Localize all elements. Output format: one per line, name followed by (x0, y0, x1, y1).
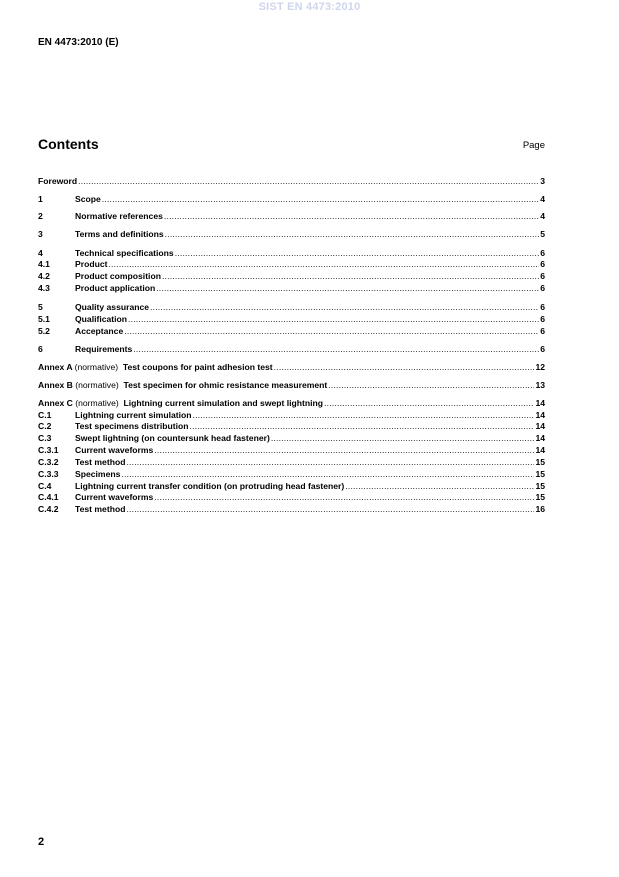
watermark: SIST EN 4473:2010 (258, 1, 361, 13)
dot-leader (175, 248, 540, 259)
dot-leader (328, 380, 534, 391)
toc-entry-number: C.1 (38, 410, 52, 420)
toc-entry[interactable] (38, 380, 545, 391)
toc-entry[interactable] (38, 433, 545, 444)
annex-label: Annex C (38, 398, 73, 408)
toc-entry-page: 4 (540, 211, 545, 221)
toc-entry[interactable] (38, 326, 545, 337)
toc-entry-title (38, 362, 273, 373)
dot-leader (154, 445, 534, 456)
dot-leader (102, 194, 539, 205)
toc-entry-number: 1 (38, 194, 43, 204)
toc-entry-title: Technical specifications (75, 248, 174, 258)
annex-type: (normative) (75, 398, 119, 408)
dot-leader (324, 398, 534, 409)
toc-entry-title (38, 398, 323, 409)
toc-entry-title: Swept lightning (on countersunk head fastener) (75, 433, 270, 443)
toc-entry-number: 5 (38, 302, 43, 312)
dot-leader (190, 421, 535, 432)
toc-entry-page: 14 (535, 410, 545, 420)
toc-entry-title: Foreword (38, 176, 78, 186)
toc-entry-page: 15 (535, 492, 545, 502)
toc-entry-title: Lightning current simulation (75, 410, 192, 420)
dot-leader (164, 211, 539, 222)
toc-entry[interactable] (38, 344, 545, 355)
toc-entry-number: 5.1 (38, 314, 50, 324)
toc-entry-number: 5.2 (38, 326, 50, 336)
toc-entry-page: 5 (540, 229, 545, 239)
dot-leader (156, 283, 539, 294)
toc-entry-title: Test method (75, 457, 126, 467)
toc-entry[interactable] (38, 445, 545, 456)
toc-entry-page: 13 (535, 380, 545, 390)
dot-leader (271, 433, 535, 444)
dot-leader (108, 259, 539, 270)
toc-entry-number: 4.3 (38, 283, 50, 293)
toc-entry-title (38, 380, 327, 391)
toc-entry-number: 4.1 (38, 259, 50, 269)
toc-entry-title: Requirements (75, 344, 133, 354)
toc-entry-title: Qualification (75, 314, 128, 324)
dot-leader (126, 504, 534, 515)
toc-entry-title: Product composition (75, 271, 161, 281)
toc-entry[interactable] (38, 176, 545, 187)
toc-entry-number: C.4.1 (38, 492, 59, 502)
page-title: Contents (38, 136, 99, 152)
toc-entry[interactable] (38, 259, 545, 270)
toc-entry-page: 12 (535, 362, 545, 372)
toc-entry[interactable] (38, 410, 545, 421)
page-number: 2 (38, 836, 45, 848)
dot-leader (165, 229, 540, 240)
toc-entry[interactable] (38, 302, 545, 313)
dot-leader (150, 302, 539, 313)
toc-entry[interactable] (38, 229, 545, 240)
dot-leader (126, 457, 534, 468)
toc-entry[interactable] (38, 398, 545, 409)
annex-label: Annex B (38, 380, 73, 390)
toc-entry-title: Product (75, 259, 108, 269)
dot-leader (162, 271, 539, 282)
toc-entry-number: C.4.2 (38, 504, 59, 514)
page-column-label: Page (522, 140, 545, 151)
toc-entry[interactable] (38, 504, 545, 515)
toc-entry-page: 4 (540, 194, 545, 204)
dot-leader (124, 326, 539, 337)
dot-leader (274, 362, 535, 373)
toc-entry-page: 14 (535, 421, 545, 431)
toc-entry-number: 4.2 (38, 271, 50, 281)
toc-entry-number: C.3.2 (38, 457, 59, 467)
toc-entry-page: 14 (535, 398, 545, 408)
toc-entry-page: 15 (535, 469, 545, 479)
toc-entry-number: C.3.1 (38, 445, 59, 455)
toc-entry[interactable] (38, 314, 545, 325)
toc-entry-title: Test method (75, 504, 126, 514)
toc-entry-title: Normative references (75, 211, 163, 221)
annex-title: Test specimen for ohmic resistance measurement (123, 380, 328, 390)
toc-entry[interactable] (38, 481, 545, 492)
toc-entry-page: 6 (540, 283, 545, 293)
toc-entry-title: Lightning current transfer condition (on protruding head fastener) (75, 481, 345, 491)
toc-entry-title: Acceptance (75, 326, 124, 336)
toc-entry-page: 6 (540, 259, 545, 269)
toc-entry-title: Terms and definitions (75, 229, 164, 239)
toc-entry-title: Quality assurance (75, 302, 150, 312)
annex-type: (normative) (75, 380, 119, 390)
dot-leader (193, 410, 535, 421)
toc-entry[interactable] (38, 283, 545, 294)
dot-leader (345, 481, 534, 492)
toc-entry[interactable] (38, 457, 545, 468)
toc-entry[interactable] (38, 421, 545, 432)
annex-title: Lightning current simulation and swept lightning (123, 398, 324, 408)
toc-entry-title: Product application (75, 283, 156, 293)
toc-entry-number: C.3.3 (38, 469, 59, 479)
toc-entry[interactable] (38, 194, 545, 205)
toc-entry-page: 6 (540, 302, 545, 312)
toc-entry-page: 14 (535, 433, 545, 443)
document-id: EN 4473:2010 (E) (38, 37, 119, 48)
toc-entry-number: C.2 (38, 421, 52, 431)
toc-entry-page: 6 (540, 248, 545, 258)
toc-entry[interactable] (38, 211, 545, 222)
toc-entry-title: Scope (75, 194, 101, 204)
toc-entry-page: 15 (535, 481, 545, 491)
dot-leader (121, 469, 534, 480)
toc-entry-title: Current waveforms (75, 492, 154, 502)
toc-entry[interactable] (38, 271, 545, 282)
toc-entry-number: 2 (38, 211, 43, 221)
toc-entry-page: 16 (535, 504, 545, 514)
toc-entry-page: 6 (540, 271, 545, 281)
toc-entry-title: Test specimens distribution (75, 421, 189, 431)
annex-label: Annex A (38, 362, 73, 372)
annex-type: (normative) (74, 362, 119, 372)
toc-entry-title: Specimens (75, 469, 121, 479)
toc-entry-number: 3 (38, 229, 43, 239)
toc-entry[interactable] (38, 248, 545, 259)
dot-leader (133, 344, 539, 355)
toc-entry[interactable] (38, 469, 545, 480)
toc-entry[interactable] (38, 492, 545, 503)
toc-entry-page: 15 (535, 457, 545, 467)
toc-entry-page: 14 (535, 445, 545, 455)
toc-entry-number: 4 (38, 248, 43, 258)
toc-entry-number: 6 (38, 344, 43, 354)
toc-entry-page: 6 (540, 314, 545, 324)
toc-entry-number: C.4 (38, 481, 52, 491)
toc-entry-page: 6 (540, 344, 545, 354)
dot-leader (154, 492, 534, 503)
toc-entry-title: Current waveforms (75, 445, 154, 455)
dot-leader (78, 176, 539, 187)
annex-title: Test coupons for paint adhesion test (122, 362, 273, 372)
toc-entry-page: 3 (540, 176, 545, 186)
toc-entry-number: C.3 (38, 433, 52, 443)
toc-entry-page: 6 (540, 326, 545, 336)
dot-leader (128, 314, 539, 325)
toc-entry[interactable] (38, 362, 545, 373)
